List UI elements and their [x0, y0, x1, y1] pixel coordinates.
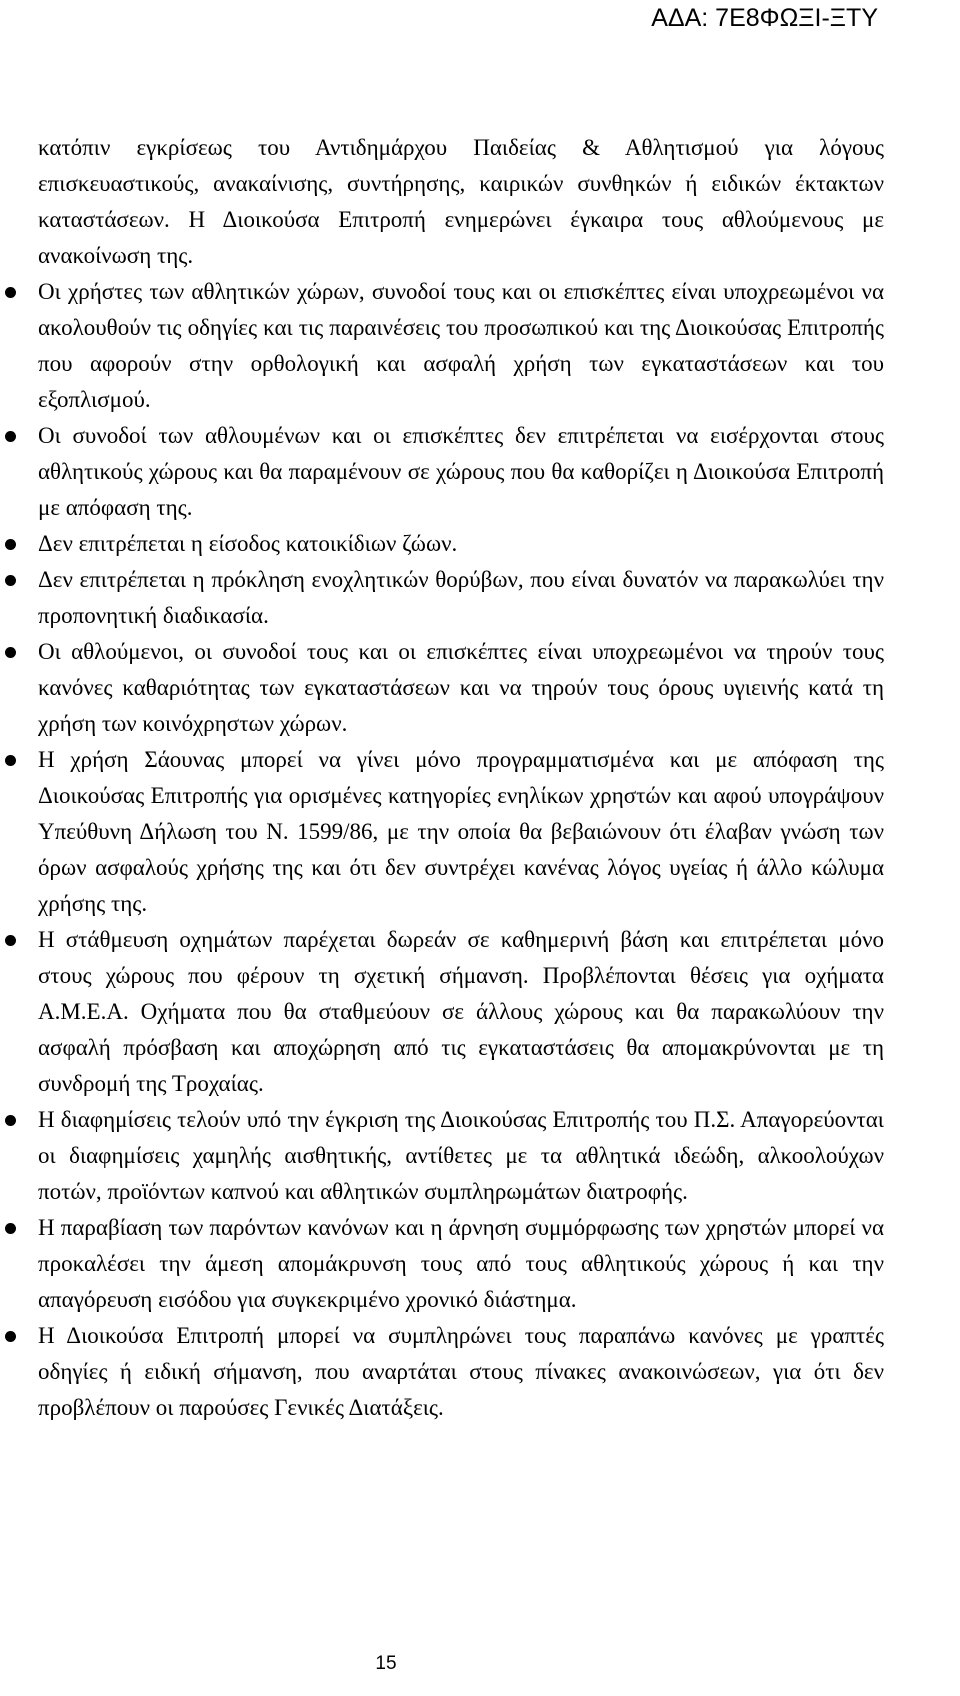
list-item-text: Οι συνοδοί των αθλουμένων και οι επισκέπτες δεν επιτρέπεται να εισέρχονται στους αθλητικούς χώρους και θα παραμένουν σε χώρους που θα καθορίζει η Διοικούσα Επιτροπή με απόφαση της. [38, 423, 884, 520]
list-item-text: Δεν επιτρέπεται η είσοδος κατοικίδιων ζώων. [38, 531, 458, 556]
list-item [38, 1318, 884, 1426]
list-item-text: Η στάθμευση οχημάτων παρέχεται δωρεάν σε καθημερινή βάση και επιτρέπεται μόνο στους χώρους που φέρουν τη σχετική σήμανση. Προβλέπονται θέσεις για οχήματα Α.Μ.Ε.Α. Οχήματα που θα σταθμεύουν σε άλλους χώρους και θα παρακωλύουν την ασφαλή πρόσβαση και αποχώρηση από τις εγκαταστάσεις θα απομακρύνονται με τη συνδρομή της Τροχαίας. [38, 927, 884, 1096]
list-item-text: Η παραβίαση των παρόντων κανόνων και η άρνηση συμμόρφωσης των χρηστών μπορεί να προκαλέσει την άμεση απομάκρυνση τους από τους αθλητικούς χώρους ή και την απαγόρευση εισόδου για συγκεκριμένο χρονικό διάστημα. [38, 1215, 884, 1312]
list-item-text: Η διαφημίσεις τελούν υπό την έγκριση της Διοικούσας Επιτροπής του Π.Σ. Απαγορεύονται οι διαφημίσεις χαμηλής αισθητικής, αντίθετες με τα αθλητικά ιδεώδη, αλκοολούχων ποτών, προϊόντων καπνού και αθλητικών συμπληρωμάτων διατροφής. [38, 1107, 884, 1204]
bullet-icon [5, 647, 16, 658]
bullet-icon [5, 755, 16, 766]
list-item [38, 1102, 884, 1210]
list-item [38, 418, 884, 526]
list-item [38, 634, 884, 742]
list-item-text: Δεν επιτρέπεται η πρόκληση ενοχλητικών θορύβων, που είναι δυνατόν να παρακωλύει την προπονητική διαδικασία. [38, 567, 884, 628]
bullet-icon [5, 539, 16, 550]
rules-list [38, 274, 884, 1426]
bullet-icon [5, 287, 16, 298]
list-item [38, 562, 884, 634]
bullet-icon [5, 935, 16, 946]
list-item-text: Η χρήση Σάουνας μπορεί να γίνει μόνο προγραμματισμένα και με απόφαση της Διοικούσας Επιτροπής για ορισμένες κατηγορίες ενηλίκων χρηστών και αφού υπογράψουν Υπεύθυνη Δήλωση του Ν. 1599/86, με την οποία θα βεβαιώνουν ότι έλαβαν γνώση των όρων ασφαλούς χρήσης της και ότι δεν συντρέχει κανένας λόγος υγείας ή άλλο κώλυμα χρήσης της. [38, 747, 884, 916]
bullet-icon [5, 1223, 16, 1234]
list-item-text: Οι αθλούμενοι, οι συνοδοί τους και οι επισκέπτες είναι υποχρεωμένοι να τηρούν τους κανόνες καθαριότητας των εγκαταστάσεων και να τηρούν τους όρους υγιεινής κατά τη χρήση των κοινόχρηστων χώρων. [38, 639, 884, 736]
bullet-icon [5, 1115, 16, 1126]
intro-paragraph: κατόπιν εγκρίσεως του Αντιδημάρχου Παιδείας & Αθλητισμού για λόγους επισκευαστικούς, ανακαίνισης, συντήρησης, καιρικών συνθηκών ή ειδικών έκτακτων καταστάσεων. Η Διοικούσα Επιτροπή ενημερώνει έγκαιρα τους αθλούμενους με ανακοίνωση της. [38, 135, 884, 268]
page-number: 15 [375, 1653, 397, 1674]
list-item-text: Η Διοικούσα Επιτροπή μπορεί να συμπληρώνει τους παραπάνω κανόνες με γραπτές οδηγίες ή ειδική σήμανση, που αναρτάται στους πίνακες ανακοινώσεων, για ότι δεν προβλέπουν οι παρούσες Γενικές Διατάξεις. [38, 1323, 884, 1420]
bullet-icon [5, 431, 16, 442]
list-item [38, 1210, 884, 1318]
list-item [38, 526, 884, 562]
ada-code: ΑΔΑ: 7Ε8ΦΩΞΙ-ΞΤΥ [651, 4, 878, 32]
bullet-icon [5, 1331, 16, 1342]
document-body [38, 130, 884, 1426]
list-item [38, 922, 884, 1102]
list-item [38, 274, 884, 418]
bullet-icon [5, 575, 16, 586]
list-item [38, 742, 884, 922]
list-item-text: Οι χρήστες των αθλητικών χώρων, συνοδοί τους και οι επισκέπτες είναι υποχρεωμένοι να ακολουθούν τις οδηγίες και τις παραινέσεις του προσωπικού και της Διοικούσας Επιτροπής που αφορούν στην ορθολογική και ασφαλή χρήση των εγκαταστάσεων και του εξοπλισμού. [38, 279, 884, 412]
